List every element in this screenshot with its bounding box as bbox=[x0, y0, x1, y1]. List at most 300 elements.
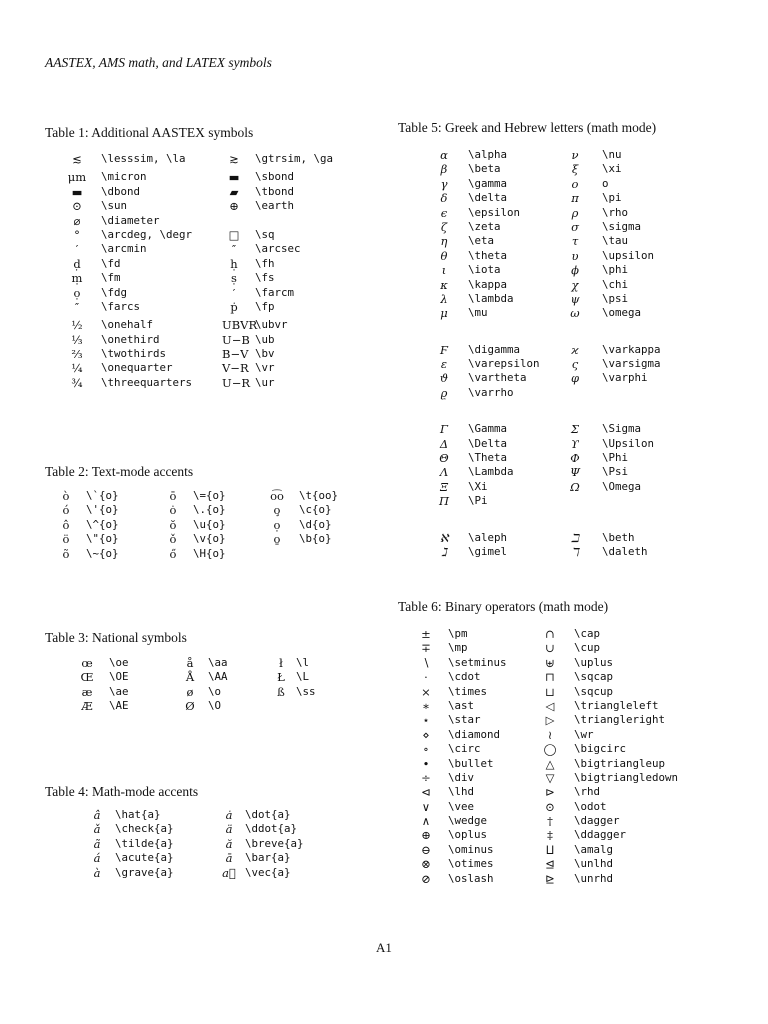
latex-command: \kappa bbox=[468, 277, 508, 291]
table-1-additional-aastex-symbols bbox=[45, 152, 365, 390]
latex-command: \pm bbox=[448, 627, 468, 640]
latex-command: \oplus bbox=[448, 828, 488, 842]
latex-command: \arcmin bbox=[101, 242, 147, 256]
symbol-glyph: ≀ bbox=[547, 727, 553, 742]
table-row bbox=[45, 837, 345, 851]
latex-command: \iota bbox=[468, 263, 501, 277]
table-row bbox=[45, 489, 375, 503]
table-row bbox=[45, 547, 375, 561]
symbol-glyph: Ł bbox=[277, 670, 285, 685]
latex-command: \O bbox=[208, 699, 222, 713]
latex-command: \Pi bbox=[468, 494, 488, 508]
latex-command: \lambda bbox=[468, 291, 514, 305]
latex-command: \breve{a} bbox=[245, 836, 304, 850]
symbol-glyph: ǎ bbox=[93, 822, 101, 837]
symbol-glyph: ξ bbox=[571, 162, 579, 177]
table-row bbox=[45, 333, 365, 347]
symbol-glyph: ± bbox=[421, 627, 431, 641]
symbol-glyph: ⊔ bbox=[545, 684, 555, 699]
table-6-caption: Table 6: Binary operators (math mode) bbox=[398, 599, 609, 614]
latex-command: \tau bbox=[602, 234, 629, 248]
latex-command: \gimel bbox=[468, 544, 508, 558]
symbol-glyph: ϰ bbox=[571, 342, 579, 357]
table-5-greek-and-hebrew-letters bbox=[398, 148, 728, 559]
table-row bbox=[398, 191, 728, 205]
symbol-glyph: ι bbox=[441, 263, 447, 278]
symbol-glyph: σ bbox=[571, 219, 579, 234]
latex-command: \alpha bbox=[468, 148, 508, 161]
latex-command: \={o} bbox=[193, 489, 226, 502]
latex-command: \OE bbox=[109, 670, 129, 684]
symbol-glyph: ϱ bbox=[440, 385, 448, 400]
symbol-glyph: UBVR bbox=[222, 318, 258, 333]
latex-command: \sigma bbox=[602, 219, 642, 233]
symbol-glyph: õ bbox=[62, 546, 70, 561]
symbol-glyph: ȯ bbox=[169, 503, 177, 518]
table-row bbox=[398, 220, 728, 234]
latex-command: \mu bbox=[468, 306, 488, 320]
latex-command: \ubvr bbox=[255, 318, 288, 332]
table-row bbox=[398, 494, 728, 508]
symbol-glyph: U−R bbox=[222, 375, 250, 390]
latex-command: \diamond bbox=[448, 727, 501, 741]
table-row bbox=[398, 371, 728, 385]
latex-command: \times bbox=[448, 684, 488, 698]
table-row bbox=[398, 292, 728, 306]
symbol-glyph: ọ bbox=[73, 285, 81, 300]
symbol-glyph: ṣ bbox=[231, 271, 237, 286]
table-row bbox=[45, 318, 365, 332]
latex-command: \varepsilon bbox=[468, 357, 540, 371]
symbol-glyph: θ bbox=[440, 248, 448, 263]
symbol-glyph: ∨ bbox=[421, 799, 431, 814]
latex-command: \triangleright bbox=[574, 713, 666, 727]
symbol-glyph: γ bbox=[440, 176, 448, 191]
symbol-glyph: • bbox=[422, 756, 430, 771]
latex-command: \cap bbox=[574, 627, 601, 640]
symbol-glyph: o̱ bbox=[273, 532, 281, 547]
table-row bbox=[398, 857, 728, 871]
latex-command: \setminus bbox=[448, 655, 507, 669]
latex-command: \digamma bbox=[468, 342, 521, 356]
latex-command: \delta bbox=[468, 191, 508, 205]
table-row bbox=[398, 278, 728, 292]
symbol-glyph: ⅔ bbox=[71, 347, 83, 362]
latex-command: \bigcirc bbox=[574, 742, 627, 756]
symbol-glyph: ζ bbox=[440, 219, 448, 234]
symbol-glyph: o bbox=[571, 176, 579, 191]
latex-command: \vr bbox=[255, 361, 275, 375]
symbol-glyph: a⃗ bbox=[222, 865, 236, 880]
symbol-glyph: ⊘ bbox=[421, 871, 431, 886]
latex-command: \triangleleft bbox=[574, 698, 659, 712]
symbol-glyph: ° bbox=[74, 227, 80, 242]
latex-command: \Theta bbox=[468, 451, 508, 465]
symbol-glyph: ℵ bbox=[439, 530, 449, 545]
table-row bbox=[45, 347, 365, 361]
latex-command: \oe bbox=[109, 656, 129, 669]
symbol-glyph: å bbox=[186, 656, 194, 670]
table-row bbox=[398, 162, 728, 176]
symbol-glyph: o̧ bbox=[273, 503, 281, 518]
latex-command: \fh bbox=[255, 256, 275, 270]
symbol-glyph: ″ bbox=[74, 299, 80, 314]
symbol-glyph: ½ bbox=[71, 318, 83, 333]
latex-command: \grave{a} bbox=[115, 865, 174, 879]
latex-command: \d{o} bbox=[299, 517, 332, 531]
latex-command: \onehalf bbox=[101, 318, 154, 332]
latex-command: \micron bbox=[101, 170, 147, 184]
symbol-glyph: ℷ bbox=[441, 544, 447, 559]
symbol-glyph: U−B bbox=[222, 332, 250, 347]
latex-command: \sqcap bbox=[574, 670, 614, 684]
symbol-glyph: ḥ bbox=[230, 256, 238, 271]
latex-command: \.{o} bbox=[193, 503, 226, 517]
latex-command: \ddagger bbox=[574, 828, 627, 842]
latex-command: \onequarter bbox=[101, 361, 173, 375]
table-row bbox=[398, 422, 728, 436]
symbol-glyph: Ξ bbox=[439, 479, 449, 494]
latex-command: \beta bbox=[468, 162, 501, 176]
symbol-glyph: æ bbox=[81, 684, 93, 699]
symbol-glyph: ⊗ bbox=[421, 857, 431, 872]
table-row bbox=[45, 199, 365, 213]
symbol-glyph: V−R bbox=[222, 361, 249, 376]
latex-command: \ss bbox=[296, 684, 316, 698]
symbol-glyph: ÷ bbox=[421, 770, 431, 785]
symbol-glyph: Œ bbox=[80, 670, 94, 685]
symbol-glyph: ö bbox=[62, 532, 70, 547]
table-row bbox=[398, 234, 728, 248]
symbol-glyph: ⋄ bbox=[422, 727, 430, 742]
latex-command: \twothirds bbox=[101, 347, 167, 361]
table-row bbox=[45, 822, 345, 836]
table-3-national-symbols bbox=[45, 656, 345, 714]
latex-command: \earth bbox=[255, 199, 295, 213]
symbol-glyph: ⌀ bbox=[73, 213, 81, 228]
table-row bbox=[398, 641, 728, 655]
latex-command: \ur bbox=[255, 375, 275, 389]
symbol-glyph: ø bbox=[186, 684, 194, 699]
latex-command: \varphi bbox=[602, 371, 648, 385]
latex-command: \eta bbox=[468, 234, 495, 248]
table-row bbox=[398, 728, 728, 742]
symbol-glyph: ⊲ bbox=[421, 785, 431, 800]
latex-command: \cdot bbox=[448, 670, 481, 684]
latex-command: \b{o} bbox=[299, 532, 332, 546]
symbol-glyph: ⊎ bbox=[545, 655, 555, 670]
latex-command: \pi bbox=[602, 191, 622, 205]
page-header-title: AASTEX, AMS math, and LATEX symbols bbox=[45, 55, 272, 70]
row-group bbox=[45, 170, 365, 314]
table-row bbox=[45, 808, 345, 822]
symbol-glyph: □ bbox=[228, 227, 240, 242]
latex-command: \vee bbox=[448, 799, 475, 813]
symbol-glyph: ∪ bbox=[545, 641, 555, 656]
symbol-glyph: œ bbox=[81, 656, 93, 670]
symbol-glyph: ǒ bbox=[169, 532, 177, 547]
table-row bbox=[398, 670, 728, 684]
table-6-binary-operators bbox=[398, 627, 728, 886]
table-row bbox=[45, 361, 365, 375]
symbol-glyph: ⊖ bbox=[421, 842, 431, 857]
symbol-glyph: ô bbox=[62, 517, 70, 532]
latex-command: \check{a} bbox=[115, 822, 174, 836]
latex-command: \nu bbox=[602, 148, 622, 161]
table-row bbox=[45, 656, 345, 670]
symbol-glyph: μ bbox=[440, 306, 448, 321]
symbol-glyph: ã bbox=[93, 836, 101, 851]
table-row bbox=[45, 518, 375, 532]
symbol-glyph: ß bbox=[277, 684, 285, 699]
latex-command: \lhd bbox=[448, 785, 475, 799]
symbol-glyph: ⊳ bbox=[545, 785, 555, 800]
symbol-glyph: ∖ bbox=[422, 655, 430, 670]
symbol-glyph: ∘ bbox=[423, 742, 429, 757]
latex-command: \c{o} bbox=[299, 503, 332, 517]
latex-command: \bv bbox=[255, 347, 275, 361]
latex-command: \AA bbox=[208, 670, 228, 684]
symbol-glyph: ă bbox=[225, 836, 233, 851]
latex-command: \Omega bbox=[602, 479, 642, 493]
symbol-glyph: ψ bbox=[570, 291, 580, 306]
symbol-glyph: ′ bbox=[75, 242, 79, 257]
latex-command: \bigtriangledown bbox=[574, 770, 679, 784]
latex-command: \sq bbox=[255, 227, 275, 241]
latex-command: \xi bbox=[602, 162, 622, 176]
symbol-glyph: ν bbox=[571, 148, 579, 162]
symbol-glyph: ⊙ bbox=[72, 199, 82, 214]
table-row bbox=[398, 828, 728, 842]
symbol-glyph: π bbox=[571, 191, 579, 206]
latex-command: \fd bbox=[101, 256, 121, 270]
latex-command: \rho bbox=[602, 205, 629, 219]
table-row bbox=[398, 843, 728, 857]
table-row bbox=[398, 451, 728, 465]
symbol-glyph: η bbox=[440, 234, 448, 249]
table-row bbox=[45, 503, 375, 517]
symbol-glyph: · bbox=[424, 670, 428, 685]
symbol-glyph: ⊵ bbox=[545, 871, 555, 886]
table-row bbox=[45, 185, 365, 199]
symbol-glyph: Æ bbox=[81, 699, 93, 714]
symbol-glyph: × bbox=[421, 684, 431, 699]
table-row bbox=[398, 785, 728, 799]
table-row bbox=[45, 532, 375, 546]
latex-command: \ae bbox=[109, 684, 129, 698]
symbol-glyph: Δ bbox=[439, 436, 449, 451]
latex-command: \tbond bbox=[255, 184, 295, 198]
latex-command: \H{o} bbox=[193, 546, 226, 560]
latex-command: \vec{a} bbox=[245, 865, 291, 879]
symbol-glyph: â bbox=[93, 808, 101, 822]
table-row bbox=[45, 286, 365, 300]
symbol-glyph: ≲ bbox=[72, 152, 82, 166]
latex-command: \l bbox=[296, 656, 310, 669]
symbol-glyph: ⊙ bbox=[545, 799, 555, 814]
row-group bbox=[398, 343, 728, 401]
symbol-glyph: μm bbox=[67, 170, 87, 185]
latex-command: \psi bbox=[602, 291, 629, 305]
latex-command: \phi bbox=[602, 263, 629, 277]
latex-command: \threequarters bbox=[101, 375, 193, 389]
latex-command: \"{o} bbox=[86, 532, 119, 546]
latex-command: \dagger bbox=[574, 814, 620, 828]
latex-command: \varrho bbox=[468, 385, 514, 399]
latex-command: \Phi bbox=[602, 451, 629, 465]
latex-command: \fs bbox=[255, 271, 275, 285]
latex-command: \Sigma bbox=[602, 422, 642, 436]
symbol-glyph: ł bbox=[279, 656, 283, 670]
symbol-glyph: ‡ bbox=[547, 828, 553, 843]
table-2-text-mode-accents bbox=[45, 489, 375, 561]
latex-command: \v{o} bbox=[193, 532, 226, 546]
symbol-glyph: β bbox=[440, 162, 448, 177]
symbol-glyph: ⊓ bbox=[545, 670, 555, 685]
symbol-glyph: ŏ bbox=[169, 517, 177, 532]
symbol-glyph: ◯ bbox=[543, 742, 557, 757]
table-row bbox=[398, 306, 728, 320]
symbol-glyph: Ø bbox=[185, 699, 195, 714]
symbol-glyph: ◁ bbox=[545, 698, 555, 713]
latex-command: \aa bbox=[208, 656, 228, 669]
table-row bbox=[45, 170, 365, 184]
latex-command: \hat{a} bbox=[115, 808, 161, 821]
table-row bbox=[45, 866, 345, 880]
table-row bbox=[45, 214, 365, 228]
table-row bbox=[398, 357, 728, 371]
table-row bbox=[45, 685, 345, 699]
latex-command: \dbond bbox=[101, 184, 141, 198]
table-row bbox=[45, 257, 365, 271]
latex-command: \AE bbox=[109, 699, 129, 713]
page-number: A1 bbox=[376, 940, 392, 955]
latex-command: \rhd bbox=[574, 785, 601, 799]
table-row bbox=[398, 206, 728, 220]
symbol-glyph: ▰ bbox=[229, 184, 239, 199]
latex-command: \`{o} bbox=[86, 489, 119, 502]
table-row bbox=[398, 656, 728, 670]
latex-command: \Delta bbox=[468, 436, 508, 450]
row-group bbox=[398, 422, 728, 508]
latex-command: \~{o} bbox=[86, 546, 119, 560]
latex-command: \ddot{a} bbox=[245, 822, 298, 836]
latex-command: \arcsec bbox=[255, 242, 301, 256]
symbol-glyph: B−V bbox=[222, 347, 249, 362]
latex-command: \ominus bbox=[448, 842, 494, 856]
latex-command: \theta bbox=[468, 248, 508, 262]
symbol-glyph: ϑ bbox=[439, 371, 449, 386]
row-group bbox=[398, 531, 728, 560]
latex-command: \upsilon bbox=[602, 248, 655, 262]
symbol-glyph: ⊕ bbox=[421, 828, 431, 843]
latex-command: \farcs bbox=[101, 299, 141, 313]
symbol-glyph: ⅓ bbox=[71, 332, 83, 347]
symbol-glyph: Θ bbox=[439, 451, 449, 466]
table-row bbox=[398, 742, 728, 756]
latex-command: \Xi bbox=[468, 479, 488, 493]
symbol-glyph: ∗ bbox=[422, 698, 430, 713]
symbol-glyph: ′ bbox=[232, 285, 236, 300]
symbol-glyph: Λ bbox=[439, 465, 449, 480]
table-row bbox=[398, 465, 728, 479]
latex-command: \cup bbox=[574, 641, 601, 655]
latex-command: \ub bbox=[255, 332, 275, 346]
latex-command: \omega bbox=[602, 306, 642, 320]
table-row bbox=[398, 386, 728, 400]
latex-command: \amalg bbox=[574, 842, 614, 856]
symbol-glyph: o͡o bbox=[270, 489, 284, 503]
symbol-glyph: ä bbox=[225, 822, 233, 837]
symbol-glyph: ṗ bbox=[230, 299, 238, 314]
latex-command: \sbond bbox=[255, 170, 295, 184]
symbol-glyph: Γ bbox=[440, 422, 448, 437]
table-row bbox=[398, 545, 728, 559]
table-5-caption: Table 5: Greek and Hebrew letters (math mode) bbox=[398, 120, 657, 135]
symbol-glyph: ọ bbox=[273, 517, 281, 532]
latex-command: \lesssim, \la bbox=[101, 152, 186, 165]
table-row bbox=[45, 851, 345, 865]
table-row bbox=[45, 242, 365, 256]
symbol-glyph: ϒ bbox=[571, 436, 579, 451]
symbol-glyph: ▷ bbox=[545, 713, 555, 728]
symbol-glyph: ∩ bbox=[545, 627, 555, 641]
latex-command: \L bbox=[296, 670, 310, 684]
symbol-glyph: à bbox=[93, 865, 101, 880]
table-row bbox=[398, 771, 728, 785]
table-row bbox=[45, 271, 365, 285]
symbol-glyph: Ψ bbox=[569, 465, 581, 480]
symbol-glyph: ∧ bbox=[421, 814, 431, 829]
latex-command: \acute{a} bbox=[115, 851, 174, 865]
latex-command: \daleth bbox=[602, 544, 648, 558]
symbol-glyph: Ω bbox=[570, 479, 580, 494]
latex-command: \o bbox=[208, 684, 222, 698]
symbol-glyph: κ bbox=[440, 277, 448, 292]
table-row bbox=[398, 480, 728, 494]
table-row bbox=[398, 249, 728, 263]
latex-command: \vartheta bbox=[468, 371, 527, 385]
latex-command: \unlhd bbox=[574, 857, 614, 871]
symbol-glyph: φ bbox=[570, 371, 580, 386]
table-row bbox=[45, 376, 365, 390]
latex-command: \u{o} bbox=[193, 517, 226, 531]
latex-command: \div bbox=[448, 770, 475, 784]
symbol-glyph: ε bbox=[440, 357, 448, 372]
symbol-glyph: χ bbox=[571, 277, 579, 292]
symbol-glyph: ω bbox=[570, 306, 580, 321]
latex-command: \gamma bbox=[468, 176, 508, 190]
symbol-glyph: á bbox=[93, 851, 101, 866]
symbol-glyph: ó bbox=[62, 503, 70, 518]
table-row bbox=[398, 627, 728, 641]
latex-command: \diameter bbox=[101, 213, 160, 227]
latex-command: \mp bbox=[448, 641, 468, 655]
latex-command: \bullet bbox=[448, 756, 494, 770]
table-2-caption: Table 2: Text-mode accents bbox=[45, 464, 194, 479]
table-3-caption: Table 3: National symbols bbox=[45, 630, 187, 645]
symbol-glyph: ″ bbox=[231, 242, 237, 257]
latex-command: \bigtriangleup bbox=[574, 756, 666, 770]
symbol-glyph: Ϝ bbox=[440, 342, 448, 357]
table-row bbox=[398, 531, 728, 545]
symbol-glyph: α bbox=[440, 148, 448, 162]
latex-command: \oslash bbox=[448, 871, 494, 885]
latex-command: \chi bbox=[602, 277, 629, 291]
table-row bbox=[398, 148, 728, 162]
latex-command: \sqcup bbox=[574, 684, 614, 698]
symbol-glyph: ▽ bbox=[545, 770, 555, 785]
